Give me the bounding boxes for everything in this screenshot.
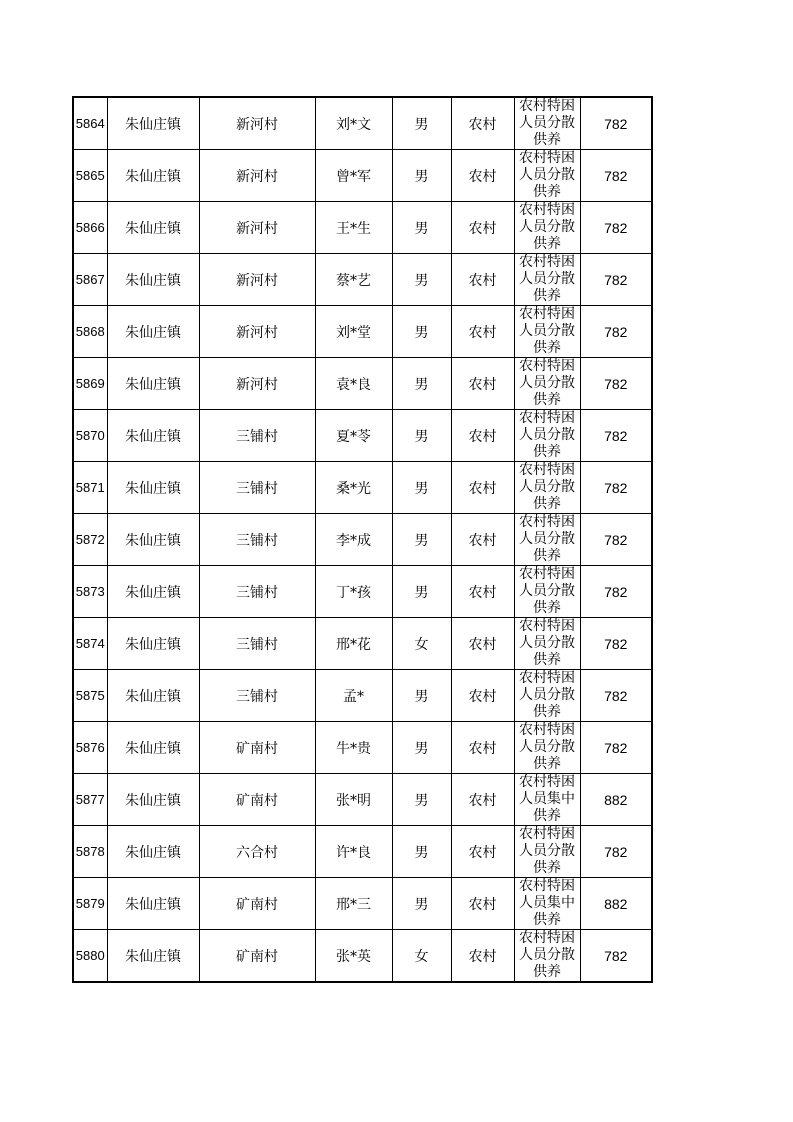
category-line: 农村特困 — [519, 462, 575, 478]
gender-cell: 男 — [392, 254, 451, 306]
amount-cell: 782 — [580, 566, 652, 618]
row-number-cell: 5875 — [73, 670, 107, 722]
village-cell: 新河村 — [199, 306, 315, 358]
category-cell — [514, 254, 580, 306]
name-cell: 牛*贵 — [315, 722, 392, 774]
category-line: 供养 — [533, 600, 561, 616]
category-line: 供养 — [533, 548, 561, 564]
table-row — [73, 930, 652, 983]
village-cell: 矿南村 — [199, 930, 315, 983]
area-cell: 农村 — [451, 254, 514, 306]
category-line: 人员分散 — [519, 583, 575, 599]
category-line: 农村特困 — [519, 722, 575, 738]
town-cell: 朱仙庄镇 — [107, 566, 199, 618]
row-number-cell: 5880 — [73, 930, 107, 983]
amount-cell: 782 — [580, 670, 652, 722]
row-number-cell: 5864 — [73, 97, 107, 150]
town-cell: 朱仙庄镇 — [107, 150, 199, 202]
amount-cell: 782 — [580, 150, 652, 202]
category-line: 农村特困 — [519, 98, 575, 114]
category-cell — [514, 97, 580, 150]
gender-cell: 男 — [392, 306, 451, 358]
table-row — [73, 618, 652, 670]
area-cell: 农村 — [451, 722, 514, 774]
area-cell: 农村 — [451, 202, 514, 254]
category-cell — [514, 202, 580, 254]
amount-cell: 782 — [580, 97, 652, 150]
town-cell: 朱仙庄镇 — [107, 202, 199, 254]
category-line: 供养 — [533, 236, 561, 252]
village-cell: 新河村 — [199, 358, 315, 410]
category-line: 人员分散 — [519, 167, 575, 183]
town-cell: 朱仙庄镇 — [107, 878, 199, 930]
category-line: 人员分散 — [519, 843, 575, 859]
amount-cell: 782 — [580, 930, 652, 983]
row-number-cell: 5870 — [73, 410, 107, 462]
table-row — [73, 97, 652, 150]
category-line: 供养 — [533, 392, 561, 408]
name-cell: 邢*三 — [315, 878, 392, 930]
category-cell — [514, 670, 580, 722]
village-cell: 三铺村 — [199, 670, 315, 722]
category-cell — [514, 410, 580, 462]
town-cell: 朱仙庄镇 — [107, 254, 199, 306]
table-body — [73, 97, 652, 982]
area-cell: 农村 — [451, 150, 514, 202]
area-cell: 农村 — [451, 670, 514, 722]
gender-cell: 男 — [392, 722, 451, 774]
gender-cell: 男 — [392, 97, 451, 150]
category-line: 人员分散 — [519, 947, 575, 963]
table-row — [73, 202, 652, 254]
table-row — [73, 566, 652, 618]
category-line: 农村特困 — [519, 358, 575, 374]
category-line: 人员集中 — [519, 895, 575, 911]
town-cell: 朱仙庄镇 — [107, 410, 199, 462]
name-cell: 丁*孩 — [315, 566, 392, 618]
amount-cell: 882 — [580, 774, 652, 826]
area-cell: 农村 — [451, 618, 514, 670]
village-cell: 三铺村 — [199, 618, 315, 670]
row-number-cell: 5867 — [73, 254, 107, 306]
village-cell: 矿南村 — [199, 774, 315, 826]
village-cell: 六合村 — [199, 826, 315, 878]
village-cell: 新河村 — [199, 254, 315, 306]
gender-cell: 男 — [392, 878, 451, 930]
table-row — [73, 514, 652, 566]
category-cell — [514, 878, 580, 930]
row-number-cell: 5871 — [73, 462, 107, 514]
category-line: 人员分散 — [519, 427, 575, 443]
area-cell: 农村 — [451, 826, 514, 878]
gender-cell: 男 — [392, 150, 451, 202]
name-cell: 夏*苓 — [315, 410, 392, 462]
category-line: 人员集中 — [519, 791, 575, 807]
town-cell: 朱仙庄镇 — [107, 306, 199, 358]
category-line: 农村特困 — [519, 202, 575, 218]
category-line: 农村特困 — [519, 670, 575, 686]
name-cell: 李*成 — [315, 514, 392, 566]
category-cell — [514, 722, 580, 774]
row-number-cell: 5873 — [73, 566, 107, 618]
category-line: 人员分散 — [519, 739, 575, 755]
category-line: 供养 — [533, 912, 561, 928]
category-cell — [514, 930, 580, 983]
table-row — [73, 722, 652, 774]
town-cell: 朱仙庄镇 — [107, 358, 199, 410]
category-line: 供养 — [533, 756, 561, 772]
table-row — [73, 774, 652, 826]
town-cell: 朱仙庄镇 — [107, 774, 199, 826]
town-cell: 朱仙庄镇 — [107, 514, 199, 566]
category-line: 农村特困 — [519, 254, 575, 270]
gender-cell: 男 — [392, 670, 451, 722]
area-cell: 农村 — [451, 97, 514, 150]
amount-cell: 782 — [580, 202, 652, 254]
area-cell: 农村 — [451, 306, 514, 358]
row-number-cell: 5876 — [73, 722, 107, 774]
category-line: 农村特困 — [519, 306, 575, 322]
category-line: 供养 — [533, 704, 561, 720]
amount-cell: 782 — [580, 722, 652, 774]
category-cell — [514, 826, 580, 878]
category-line: 人员分散 — [519, 635, 575, 651]
category-cell — [514, 618, 580, 670]
category-line: 人员分散 — [519, 271, 575, 287]
amount-cell: 882 — [580, 878, 652, 930]
name-cell: 桑*光 — [315, 462, 392, 514]
name-cell: 蔡*艺 — [315, 254, 392, 306]
name-cell: 张*英 — [315, 930, 392, 983]
village-cell: 三铺村 — [199, 514, 315, 566]
row-number-cell: 5866 — [73, 202, 107, 254]
table-row — [73, 410, 652, 462]
category-line: 农村特困 — [519, 514, 575, 530]
gender-cell: 男 — [392, 410, 451, 462]
gender-cell: 男 — [392, 774, 451, 826]
town-cell: 朱仙庄镇 — [107, 722, 199, 774]
category-line: 人员分散 — [519, 687, 575, 703]
gender-cell: 男 — [392, 358, 451, 410]
village-cell: 矿南村 — [199, 878, 315, 930]
village-cell: 三铺村 — [199, 410, 315, 462]
table-row — [73, 670, 652, 722]
category-cell — [514, 358, 580, 410]
category-line: 供养 — [533, 964, 561, 980]
amount-cell: 782 — [580, 254, 652, 306]
name-cell: 邢*花 — [315, 618, 392, 670]
welfare-table — [72, 96, 653, 983]
amount-cell: 782 — [580, 826, 652, 878]
area-cell: 农村 — [451, 566, 514, 618]
category-cell — [514, 150, 580, 202]
category-cell — [514, 306, 580, 358]
gender-cell: 男 — [392, 514, 451, 566]
category-line: 农村特困 — [519, 566, 575, 582]
name-cell: 刘*文 — [315, 97, 392, 150]
amount-cell: 782 — [580, 410, 652, 462]
name-cell: 刘*堂 — [315, 306, 392, 358]
category-line: 人员分散 — [519, 219, 575, 235]
category-cell — [514, 774, 580, 826]
table-row — [73, 306, 652, 358]
row-number-cell: 5872 — [73, 514, 107, 566]
village-cell: 新河村 — [199, 202, 315, 254]
row-number-cell: 5879 — [73, 878, 107, 930]
town-cell: 朱仙庄镇 — [107, 462, 199, 514]
name-cell: 孟* — [315, 670, 392, 722]
area-cell: 农村 — [451, 930, 514, 983]
category-line: 人员分散 — [519, 115, 575, 131]
town-cell: 朱仙庄镇 — [107, 618, 199, 670]
row-number-cell: 5877 — [73, 774, 107, 826]
name-cell: 曾*军 — [315, 150, 392, 202]
village-cell: 新河村 — [199, 97, 315, 150]
area-cell: 农村 — [451, 878, 514, 930]
category-line: 供养 — [533, 496, 561, 512]
gender-cell: 女 — [392, 618, 451, 670]
row-number-cell: 5865 — [73, 150, 107, 202]
area-cell: 农村 — [451, 774, 514, 826]
row-number-cell: 5874 — [73, 618, 107, 670]
amount-cell: 782 — [580, 618, 652, 670]
town-cell: 朱仙庄镇 — [107, 930, 199, 983]
name-cell: 许*良 — [315, 826, 392, 878]
town-cell: 朱仙庄镇 — [107, 826, 199, 878]
table-row — [73, 826, 652, 878]
category-line: 农村特困 — [519, 826, 575, 842]
amount-cell: 782 — [580, 358, 652, 410]
town-cell: 朱仙庄镇 — [107, 670, 199, 722]
name-cell: 张*明 — [315, 774, 392, 826]
category-line: 人员分散 — [519, 479, 575, 495]
category-line: 供养 — [533, 808, 561, 824]
gender-cell: 男 — [392, 826, 451, 878]
gender-cell: 女 — [392, 930, 451, 983]
category-line: 供养 — [533, 184, 561, 200]
row-number-cell: 5868 — [73, 306, 107, 358]
table-row — [73, 254, 652, 306]
category-line: 供养 — [533, 444, 561, 460]
village-cell: 三铺村 — [199, 462, 315, 514]
area-cell: 农村 — [451, 462, 514, 514]
category-cell — [514, 462, 580, 514]
amount-cell: 782 — [580, 514, 652, 566]
category-line: 人员分散 — [519, 531, 575, 547]
amount-cell: 782 — [580, 306, 652, 358]
name-cell: 袁*良 — [315, 358, 392, 410]
category-line: 农村特困 — [519, 774, 575, 790]
category-line: 农村特困 — [519, 618, 575, 634]
category-line: 供养 — [533, 860, 561, 876]
gender-cell: 男 — [392, 462, 451, 514]
table-row — [73, 878, 652, 930]
amount-cell: 782 — [580, 462, 652, 514]
row-number-cell: 5878 — [73, 826, 107, 878]
area-cell: 农村 — [451, 514, 514, 566]
table-row — [73, 358, 652, 410]
area-cell: 农村 — [451, 410, 514, 462]
category-line: 供养 — [533, 132, 561, 148]
village-cell: 三铺村 — [199, 566, 315, 618]
category-line: 农村特困 — [519, 878, 575, 894]
area-cell: 农村 — [451, 358, 514, 410]
village-cell: 新河村 — [199, 150, 315, 202]
town-cell: 朱仙庄镇 — [107, 97, 199, 150]
category-line: 农村特困 — [519, 930, 575, 946]
village-cell: 矿南村 — [199, 722, 315, 774]
category-line: 供养 — [533, 288, 561, 304]
category-cell — [514, 566, 580, 618]
category-line: 供养 — [533, 652, 561, 668]
table-row — [73, 462, 652, 514]
table-row — [73, 150, 652, 202]
category-line: 人员分散 — [519, 323, 575, 339]
name-cell: 王*生 — [315, 202, 392, 254]
category-line: 农村特困 — [519, 410, 575, 426]
row-number-cell: 5869 — [73, 358, 107, 410]
gender-cell: 男 — [392, 202, 451, 254]
gender-cell: 男 — [392, 566, 451, 618]
category-line: 人员分散 — [519, 375, 575, 391]
category-cell — [514, 514, 580, 566]
category-line: 供养 — [533, 340, 561, 356]
category-line: 农村特困 — [519, 150, 575, 166]
